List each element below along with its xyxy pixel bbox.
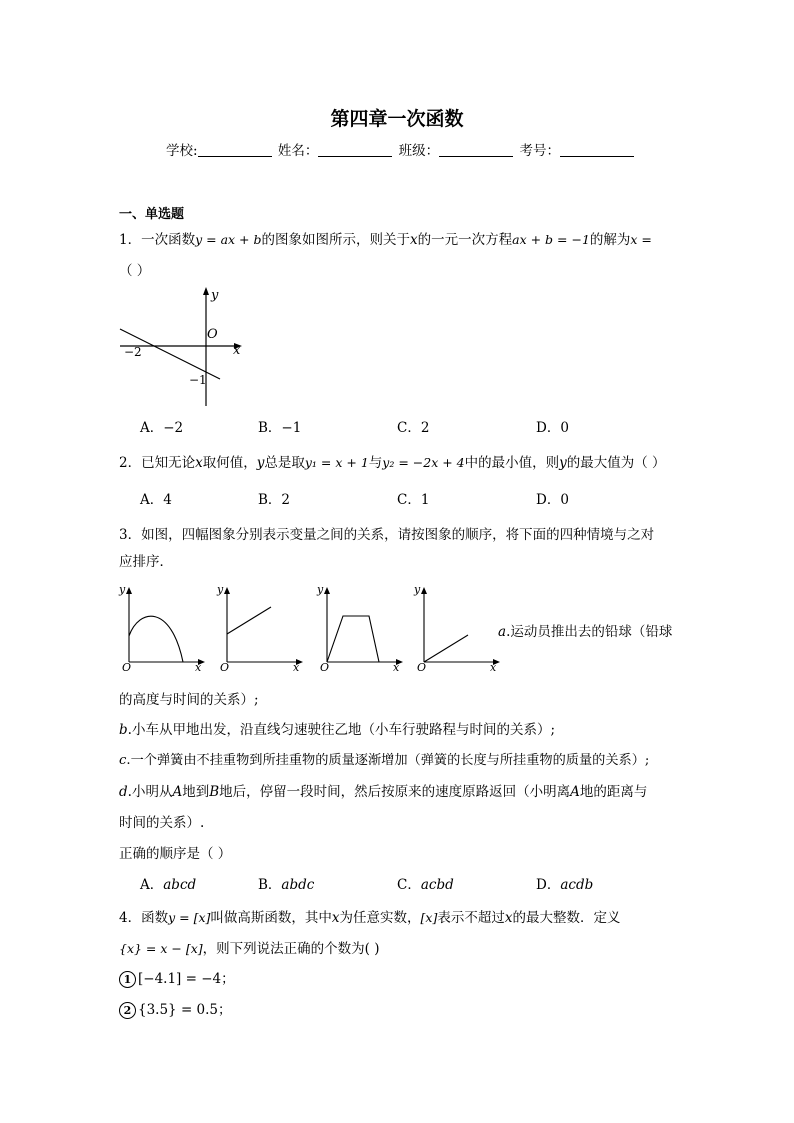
q1-y-tick-label: −1 [189, 373, 207, 387]
q4-var-x: x [331, 910, 340, 926]
q3-option-a-value: abcd [163, 877, 197, 893]
student-info-fields [166, 139, 636, 159]
q1-line-graph [112, 284, 252, 409]
q1-text-a: 一次函数 [141, 232, 196, 248]
q1-y-label: y [211, 288, 219, 303]
name-label: 姓名： [277, 143, 319, 159]
q2-option-a[interactable]: A．4 [140, 492, 172, 508]
q2-option-d[interactable]: D．0 [536, 492, 569, 508]
q3-option-c-letter: C． [397, 877, 421, 893]
q3-item-d-text-a: .小明从 [127, 784, 173, 800]
q2-text-a: 已知无论 [141, 455, 196, 471]
q3-item-d-text-b: 地到 [182, 784, 210, 800]
q2-var-y2: y [559, 455, 567, 471]
q1-text-d: 的解为 [589, 232, 631, 248]
q3-item-d-point-a2: A [570, 784, 580, 800]
q3-item-d-point-b: B [209, 784, 220, 800]
q1-text-c: 的一元一次方程 [417, 232, 513, 248]
question-3-stem-line2: 应排序． [119, 554, 173, 570]
q3-item-d-line2: 时间的关系）. [119, 815, 205, 831]
q3-item-d-text-c: 地后，停留一段时间，然后按原来的速度原路返回（小明离 [219, 784, 571, 800]
q2-var-y: y [256, 455, 265, 471]
q1-answer-paren: （ ） [119, 263, 151, 279]
q2-formula-y1: y₁ = x + 1 [304, 455, 369, 470]
q2-text-c: 总是取 [264, 455, 305, 471]
school-blank[interactable] [198, 143, 272, 157]
q3-option-d-letter: D． [536, 877, 561, 893]
q2-option-b[interactable]: B．2 [258, 492, 291, 508]
q3-g1-origin: O [122, 661, 132, 673]
q2-text-d: 与 [368, 455, 383, 471]
q2-formula-y2: y₂ = −2x + 4 [382, 455, 465, 470]
q3-option-a[interactable] [140, 873, 196, 893]
q1-option-b[interactable]: B．−1 [258, 420, 302, 436]
q1-formula-equation: ax + b = −1 [512, 232, 590, 247]
q3-g4-x-label: x [490, 661, 497, 673]
q1-x-label: x [233, 343, 241, 358]
q4-number: 4． [119, 910, 142, 926]
q3-g3-y-label: y [317, 583, 324, 596]
q3-item-d-text-d: 地的距离与 [579, 784, 648, 800]
q3-g3-origin: O [320, 661, 330, 673]
q3-g2-line [227, 607, 271, 634]
q4-statement-2 [119, 998, 232, 1019]
q3-item-d-label: d [119, 784, 128, 800]
q3-g2-y-label: y [217, 583, 224, 596]
q2-option-c[interactable]: C．1 [397, 492, 430, 508]
q4-statement-1-text: [−4.1] = −4； [138, 971, 235, 987]
question-4-stem-line2 [119, 937, 379, 957]
q3-item-d-line1 [119, 780, 647, 800]
q2-text-b: 取何值， [202, 455, 257, 471]
q3-g2-y-arrow [224, 587, 230, 594]
question-2-stem [119, 451, 666, 471]
q3-option-b[interactable] [258, 873, 314, 893]
class-blank[interactable] [439, 143, 513, 157]
q1-option-a[interactable]: A．−2 [140, 420, 184, 436]
q1-formula-function: y = ax + b [195, 232, 262, 247]
q3-item-d-point-a: A [172, 784, 183, 800]
q4-text-b: 叫做高斯函数，其中 [210, 910, 332, 926]
q1-option-d[interactable]: D．0 [536, 420, 569, 436]
q3-g3-x-label: x [393, 661, 400, 673]
q4-text-f: ，则下列说法正确的个数为( ) [202, 941, 380, 957]
q4-text-c: 为任意实数， [339, 910, 421, 926]
question-3-stem-line1 [119, 523, 654, 543]
section-heading-single-choice: 一、单选题 [119, 207, 185, 222]
q4-statement-2-text: {3.5} = 0.5； [138, 1002, 232, 1018]
q1-y-axis-arrow [203, 287, 209, 295]
circled-number-1-icon: 1 [119, 971, 136, 988]
q3-item-a-label: a [498, 624, 507, 640]
q1-formula-answer: x = [630, 232, 652, 247]
q4-formula-frac: {x} = x − [x] [119, 941, 203, 956]
q2-text-f: 的最大值为（ ） [566, 455, 666, 471]
exam-number-blank[interactable] [560, 143, 634, 157]
q2-text-e: 中的最小值，则 [464, 455, 560, 471]
question-1-stem [119, 228, 652, 248]
q3-item-a-text1: .运动员推出去的铅球（铅球 [506, 624, 673, 640]
q3-g2-x-label: x [293, 661, 300, 673]
q4-formula-floor: [x] [420, 910, 438, 925]
exam-number-label: 考号： [519, 143, 560, 159]
circled-number-2-icon: 2 [119, 1002, 136, 1019]
q3-graph-2-line-intercept [213, 578, 308, 673]
q2-var-x: x [195, 455, 203, 471]
q3-item-a-line2: 的高度与时间的关系）; [119, 692, 259, 708]
q3-option-b-letter: B． [258, 877, 282, 893]
q3-option-c-value: acbd [420, 877, 454, 893]
name-blank[interactable] [318, 143, 392, 157]
q3-g1-y-label: y [119, 583, 126, 596]
q1-number: 1． [119, 232, 142, 248]
q4-var-x2: x [504, 910, 513, 926]
q3-g4-y-arrow [421, 587, 427, 594]
q3-graph-4-line-origin [410, 578, 505, 673]
q3-item-c [119, 749, 649, 768]
q3-line1: 如图，四幅图象分别表示变量之间的关系，请按图象的顺序，将下面的四种情境与之对 [141, 527, 655, 543]
q3-option-d[interactable] [536, 873, 593, 893]
q3-item-a-line1 [498, 620, 672, 640]
question-4-stem-line1 [119, 906, 620, 926]
q3-item-c-text: .一个弹簧由不挂重物到所挂重物的质量逐渐增加（弹簧的长度与所挂重物的质量的关系）; [126, 753, 650, 768]
q3-item-b-text: .小车从甲地出发，沿直线匀速驶往乙地（小车行驶路程与时间的关系）; [127, 722, 555, 738]
q3-prompt: 正确的顺序是（ ） [119, 846, 232, 862]
q3-g2-origin: O [220, 661, 230, 673]
q3-graph-3-trapezoid [313, 578, 408, 673]
q3-option-b-value: abdc [281, 877, 315, 893]
class-label: 班级： [398, 143, 440, 159]
q3-g4-origin: O [417, 661, 427, 673]
q3-option-c[interactable] [397, 873, 454, 893]
q3-item-b-label: b [119, 722, 128, 738]
q4-text-a: 函数 [141, 910, 169, 926]
q3-item-b [119, 718, 555, 738]
q3-number: 3． [119, 527, 142, 543]
q3-g3-polyline [327, 616, 379, 662]
q1-x-tick-label: −2 [124, 345, 142, 359]
q3-item-c-label: c [119, 753, 127, 768]
q1-origin-label: O [207, 327, 218, 342]
q1-text-b: 的图象如图所示，则关于 [261, 232, 410, 248]
q1-option-c[interactable]: C．2 [397, 420, 430, 436]
q3-g3-y-arrow [324, 587, 330, 594]
q3-g1-curve [129, 616, 183, 662]
q3-option-a-letter: A． [140, 877, 164, 893]
q3-graph-1-parabola [115, 578, 210, 673]
q3-g4-y-label: y [414, 583, 421, 596]
page-title: 第四章一次函数 [330, 108, 464, 130]
q4-text-e: 的最大整数．定义 [512, 910, 621, 926]
q4-formula-gauss: y = [x] [168, 910, 211, 925]
q1-var-x: x [410, 232, 418, 248]
q4-statement-1 [119, 967, 235, 988]
q3-option-d-value: acdb [560, 877, 594, 893]
school-label: 学校: [166, 143, 198, 159]
q2-number: 2． [119, 455, 142, 471]
q3-g4-line [424, 635, 468, 662]
q3-g1-x-label: x [195, 661, 202, 673]
q4-text-d: 表示不超过 [437, 910, 505, 926]
q3-g1-y-arrow [126, 587, 132, 594]
